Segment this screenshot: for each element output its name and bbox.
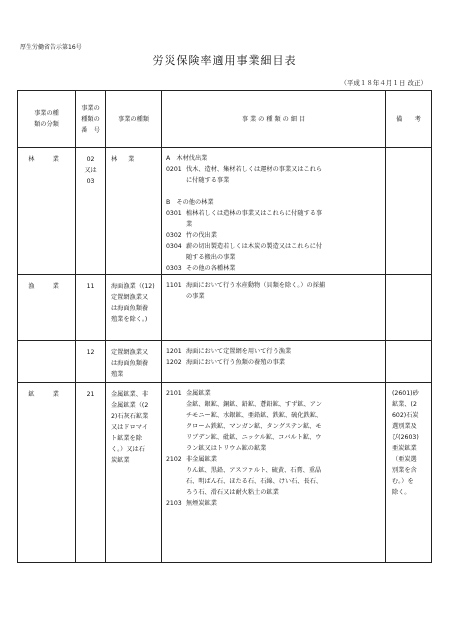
detail-text <box>186 346 382 357</box>
row-type-line: 殖業を除く。) <box>111 316 148 323</box>
detail-line: ろう石、滑石又は耐火粘土の鉱業 <box>186 489 279 496</box>
detail-code: 0304 <box>166 243 182 250</box>
row-note <box>386 341 432 383</box>
detail-item <box>166 263 382 274</box>
row-number-line: 03 <box>86 178 95 185</box>
detail-text <box>186 208 382 230</box>
row-type-line: は海面魚類養 <box>111 360 149 367</box>
row-type-line: 定置網漁業又 <box>111 349 149 356</box>
header-category: 事業の種 類の分類 <box>18 91 76 148</box>
row-type-line: 定置網漁業又 <box>111 294 149 301</box>
row-number-line: 12 <box>86 349 95 356</box>
note-line: 鉱業、(2 <box>392 401 417 408</box>
detail-code: 0201 <box>166 166 182 173</box>
detail-line: 海面において定置網を用いて行う漁業 <box>186 348 292 355</box>
header-number: 事業の 種類の 番 号 <box>76 91 106 148</box>
row-type-line: 金属鉱業、非 <box>111 391 149 398</box>
detail-line: 無煙炭鉱業 <box>186 500 217 507</box>
header-note: 備 考 <box>386 91 432 148</box>
row-category: 林 業 <box>18 148 76 275</box>
detail-code: 0303 <box>166 265 182 272</box>
detail-line: 業 <box>186 221 193 228</box>
row-type-line: 金属鉱業（(2 <box>111 402 149 409</box>
row-detail <box>162 148 386 275</box>
row-number-line: 02 <box>86 156 95 163</box>
note-line: 別業を含 <box>392 467 417 474</box>
detail-item <box>166 164 382 186</box>
detail-line: 随する搬出の事業 <box>186 254 236 261</box>
row-type-line: く。）又は石 <box>111 446 145 453</box>
header-detail: 事 業 の 種 類 の 細 目 <box>162 91 386 148</box>
row-type-line: 殖業 <box>111 371 124 378</box>
detail-line: 海面において行う水産動物（貝類を除く。）の採捕 <box>186 282 326 289</box>
detail-line: 植林若しくは造林の事業又はこれらに付随する事 <box>186 210 323 217</box>
detail-line: 金鉱、銀鉱、銅鉱、鉛鉱、蒼鉛鉱、すず鉱、アン <box>186 401 322 408</box>
row-note <box>386 148 432 275</box>
row-detail <box>162 383 386 563</box>
header-type: 事業の種類 <box>106 91 162 148</box>
detail-line: 薪の切出製造若しくは木炭の製造又はこれらに付 <box>186 243 323 250</box>
row-number-line: 又は <box>84 167 97 174</box>
row-category <box>18 341 76 383</box>
row-category: 漁 業 <box>18 275 76 341</box>
row-type-line: ト鉱業を除 <box>111 435 142 442</box>
detail-line: 非金属鉱業 <box>186 456 217 463</box>
note-line: （亜炭選 <box>392 456 417 463</box>
detail-line: クローム鉄鉱、マンガン鉱、タングステン鉱、モ <box>186 423 322 430</box>
row-category: 鉱 業 <box>18 383 76 563</box>
detail-text <box>186 498 382 509</box>
detail-line: に付随する事業 <box>186 177 230 184</box>
detail-line: その他の各種林業 <box>186 265 236 272</box>
notice-number: 厚生労働省告示第16号 <box>20 44 82 51</box>
detail-line: 伐木、造材、集材若しくは運材の事業又はこれら <box>186 166 323 173</box>
detail-code: 0302 <box>166 232 182 239</box>
row-type-line: 又はドロマイ <box>111 424 149 431</box>
table-row <box>18 275 432 341</box>
row-note <box>386 275 432 341</box>
revision-date: （平成１８年４月１日 改正） <box>340 79 427 87</box>
detail-line: 竹の伐出業 <box>186 232 217 239</box>
detail-text <box>186 164 382 186</box>
detail-code: 2101 <box>166 390 182 397</box>
detail-line: リブデン鉱、砒鉱、ニッケル鉱、コバルト鉱、ウ <box>186 434 322 441</box>
row-number <box>76 148 106 275</box>
detail-text <box>186 241 382 263</box>
detail-item <box>166 241 382 263</box>
detail-line: 海面において行う魚類の養殖の事業 <box>186 359 285 366</box>
detail-item <box>166 454 382 498</box>
row-number <box>76 341 106 383</box>
row-type-line: 2)石灰石鉱業 <box>111 413 149 420</box>
row-type <box>106 341 162 383</box>
detail-text <box>186 388 382 454</box>
detail-line: 金属鉱業 <box>186 390 211 397</box>
note-line: 選別業及 <box>392 423 417 430</box>
classification-table <box>17 90 432 563</box>
note-line: び(2603) <box>392 434 419 441</box>
note-line: (2601)砂 <box>392 390 419 397</box>
detail-line: の事業 <box>186 293 205 300</box>
row-number-line: 21 <box>86 391 95 398</box>
detail-item <box>166 280 382 302</box>
detail-text <box>186 263 382 274</box>
row-type-line: 炭鉱業 <box>111 457 130 464</box>
detail-code: 1202 <box>166 359 182 366</box>
row-note <box>386 383 432 563</box>
note-line: 除く。 <box>392 489 411 496</box>
row-number <box>76 383 106 563</box>
row-number-line: 11 <box>86 283 95 290</box>
row-type-line: は海面魚類養 <box>111 305 149 312</box>
note-line: 602)石炭 <box>392 412 419 419</box>
detail-code: 0301 <box>166 210 182 217</box>
detail-code: 1101 <box>166 282 182 289</box>
detail-item <box>166 388 382 454</box>
detail-line: りん鉱、黒鉛、アスファルト、硫黄、石膏、重晶 <box>186 467 322 474</box>
note-line: む。）を <box>392 478 414 485</box>
section-heading: A 木材伐出業 <box>166 155 208 162</box>
detail-item <box>166 357 382 368</box>
row-detail <box>162 275 386 341</box>
detail-text <box>186 357 382 368</box>
detail-line: 石、明ばん石、ほたる石、石綿、けい石、長石、 <box>186 478 323 485</box>
detail-item <box>166 346 382 357</box>
note-line: 亜炭鉱業 <box>392 445 417 452</box>
table-row <box>18 383 432 563</box>
detail-item <box>166 230 382 241</box>
row-type-line: 海面漁業（(12) <box>111 283 155 290</box>
detail-line: チモニー鉱、水銀鉱、亜鉛鉱、鉄鉱、硫化鉄鉱、 <box>186 412 323 419</box>
row-type <box>106 148 162 275</box>
detail-text <box>186 230 382 241</box>
row-type <box>106 275 162 341</box>
table-row <box>18 341 432 383</box>
table-row <box>18 148 432 275</box>
row-type-line: 林業 <box>111 156 146 163</box>
row-number <box>76 275 106 341</box>
detail-code: 1201 <box>166 348 182 355</box>
detail-code: 2103 <box>166 500 182 507</box>
row-detail <box>162 341 386 383</box>
detail-item <box>166 498 382 509</box>
detail-item <box>166 208 382 230</box>
detail-line: ラン鉱又はトリウム鉱の鉱業 <box>186 445 267 452</box>
table-header-row <box>18 91 432 148</box>
detail-text <box>186 280 382 302</box>
document-title: 労災保険率適用事業細目表 <box>152 54 297 67</box>
row-type <box>106 383 162 563</box>
detail-code: 2102 <box>166 456 182 463</box>
detail-text <box>186 454 382 498</box>
section-heading: B その他の林業 <box>166 199 214 206</box>
section-spacer <box>166 186 382 197</box>
